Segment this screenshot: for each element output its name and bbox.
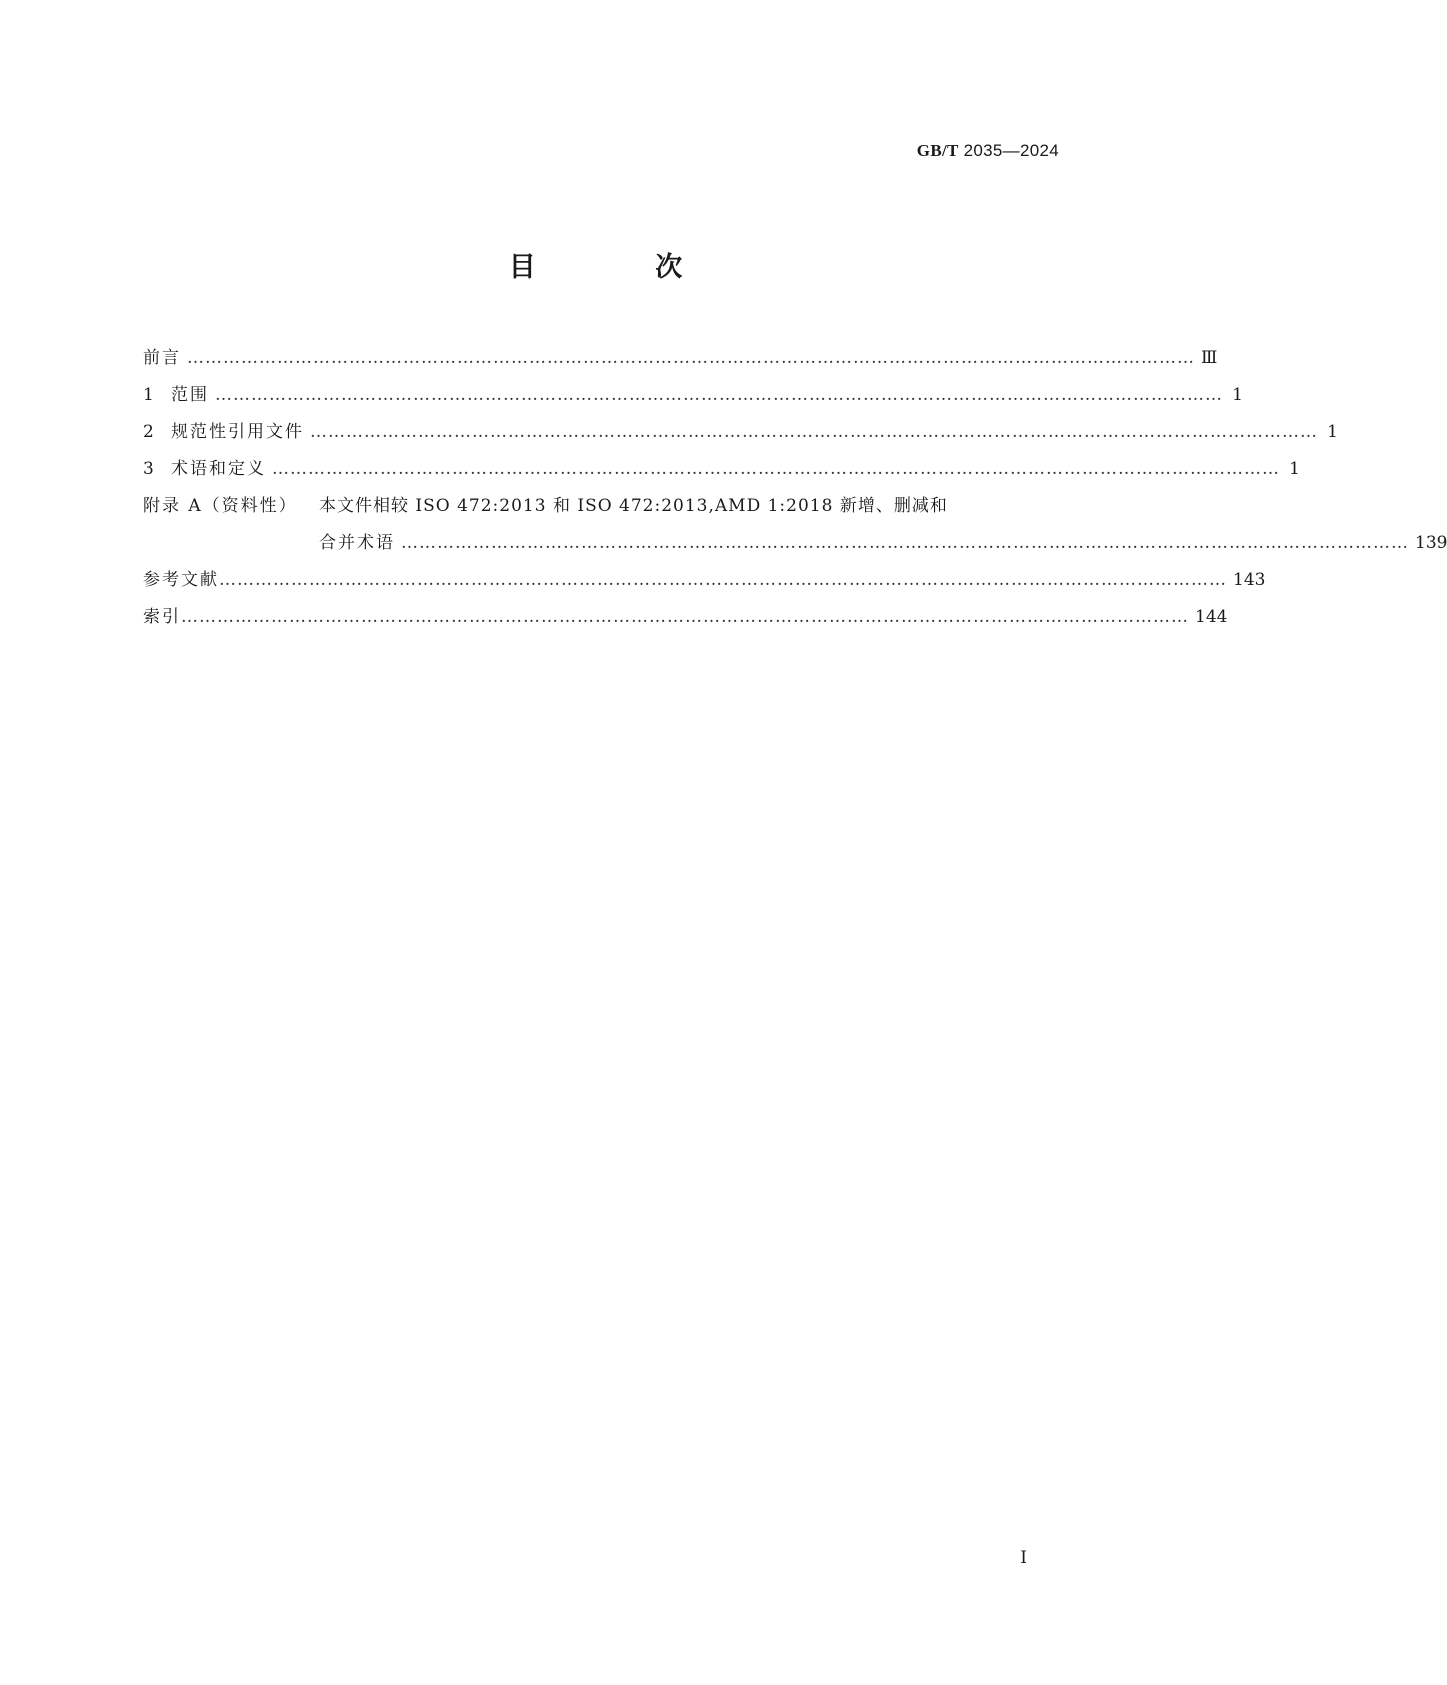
- standard-prefix: GB/T: [916, 141, 959, 160]
- toc-entry-bibliography[interactable]: [143, 562, 1266, 599]
- dot-leader: ……………………………………………………………………………………………………………………………………………………: [181, 607, 1189, 627]
- appendix-prefix: 附录 A（资料性）: [143, 496, 298, 516]
- toc-entry-page: Ⅲ: [1201, 348, 1218, 368]
- toc-entry-label: 索引: [143, 607, 181, 627]
- toc-entry-appendix-a-continued[interactable]: [143, 525, 1447, 562]
- dot-leader: ……………………………………………………………………………………………………………………………………………………: [219, 570, 1227, 590]
- toc-title: 目 次: [508, 252, 738, 283]
- toc-entry-page: 1: [1289, 459, 1300, 479]
- dot-leader: ……………………………………………………………………………………………………………………………………………………: [187, 348, 1195, 368]
- dot-leader: ……………………………………………………………………………………………………………………………………………………: [401, 533, 1409, 553]
- toc-entry-number: 1: [143, 385, 154, 405]
- toc-entry-normative-references[interactable]: [143, 414, 1338, 451]
- toc-entry-label: 前言: [143, 348, 181, 368]
- toc-entry-number: 2: [143, 422, 154, 442]
- appendix-title-line1: 本文件相较 ISO 472:2013 和 ISO 472:2013,AMD 1:2018 新增、删减和: [319, 496, 948, 516]
- appendix-title-line2: 合并术语: [319, 533, 395, 553]
- dot-leader: ……………………………………………………………………………………………………………………………………………………: [310, 422, 1318, 442]
- toc-entry-page: 139: [1415, 533, 1447, 553]
- toc-entry-index[interactable]: [143, 599, 1228, 636]
- toc-entry-page: 1: [1327, 422, 1338, 442]
- toc-entry-number: 3: [143, 459, 154, 479]
- page-number: Ⅰ: [1020, 1548, 1027, 1568]
- toc-entry-label: 规范性引用文件: [171, 422, 304, 442]
- dot-leader: ……………………………………………………………………………………………………………………………………………………: [272, 459, 1280, 479]
- toc-entry-foreword[interactable]: [143, 340, 1218, 377]
- toc-entry-label: 参考文献: [143, 570, 219, 590]
- toc-entry-appendix-a[interactable]: [143, 488, 1065, 525]
- toc-entry-page: 144: [1195, 607, 1228, 627]
- toc-entry-page: 1: [1232, 385, 1243, 405]
- toc-entry-label: 术语和定义: [171, 459, 266, 479]
- dot-leader: ……………………………………………………………………………………………………………………………………………………: [215, 385, 1223, 405]
- standard-number: 2035—2024: [963, 141, 1059, 160]
- toc-entry-label: 范围: [171, 385, 209, 405]
- toc-entry-terms-definitions[interactable]: [143, 451, 1300, 488]
- table-of-contents: [143, 340, 1447, 636]
- toc-entry-page: 143: [1233, 570, 1266, 590]
- toc-entry-scope[interactable]: [143, 377, 1243, 414]
- standard-code: [917, 141, 1059, 161]
